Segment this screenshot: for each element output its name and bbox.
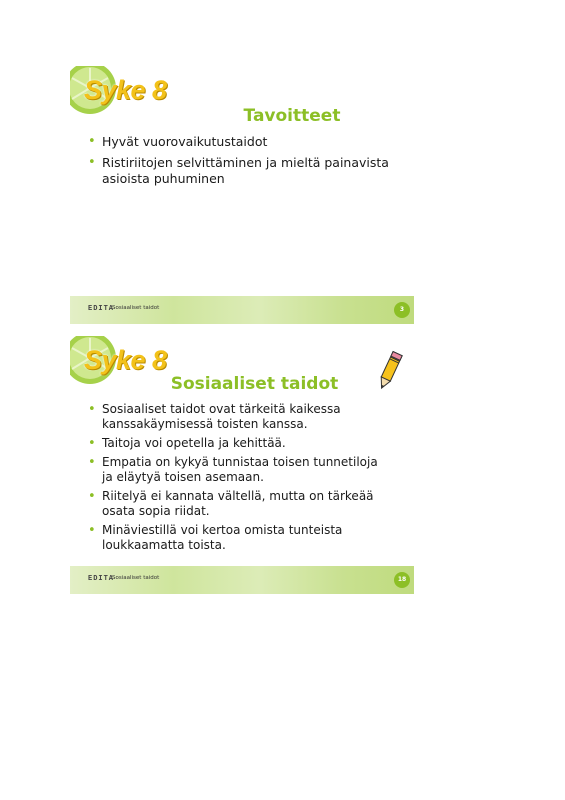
bullet-item: • Sosiaaliset taidot ovat tärkeitä kaikessa kanssakäymisessä toisten kanssa. xyxy=(88,402,388,432)
footer-brand: EDITA xyxy=(88,305,115,313)
slide-1 xyxy=(70,66,414,324)
slide-title: Sosiaaliset taidot xyxy=(170,374,339,394)
bullet-list xyxy=(88,402,388,557)
slide-title: Tavoitteet xyxy=(243,106,341,126)
logo xyxy=(70,66,170,118)
slide-footer xyxy=(70,296,414,324)
bullet-item: • Taitoja voi opetella ja kehittää. xyxy=(88,436,388,451)
footer-label: Sosiaaliset taidot xyxy=(112,575,160,581)
logo-text: Syke 8 xyxy=(84,75,167,105)
bullet-item: • Ristiriitojen selvittäminen ja mieltä painavista asioista puhuminen xyxy=(88,155,398,187)
slide-footer xyxy=(70,566,414,594)
footer-brand: EDITA xyxy=(88,575,115,583)
bullet-item: • Hyvät vuorovaikutustaidot xyxy=(88,134,398,150)
bullet-list xyxy=(88,134,398,192)
pencil-icon xyxy=(374,348,406,392)
page-badge: 18 xyxy=(394,572,410,588)
bullet-item: • Riitelyä ei kannata vältellä, mutta on tärkeää osata sopia riidat. xyxy=(88,489,388,519)
logo-text: Syke 8 xyxy=(84,345,167,375)
footer-label: Sosiaaliset taidot xyxy=(112,305,160,311)
slide-2 xyxy=(70,336,414,594)
page-badge: 3 xyxy=(394,302,410,318)
bullet-item: • Empatia on kykyä tunnistaa toisen tunnetiloja ja eläytyä toisen asemaan. xyxy=(88,455,388,485)
bullet-item: • Minäviestillä voi kertoa omista tunteista loukkaamatta toista. xyxy=(88,523,388,553)
